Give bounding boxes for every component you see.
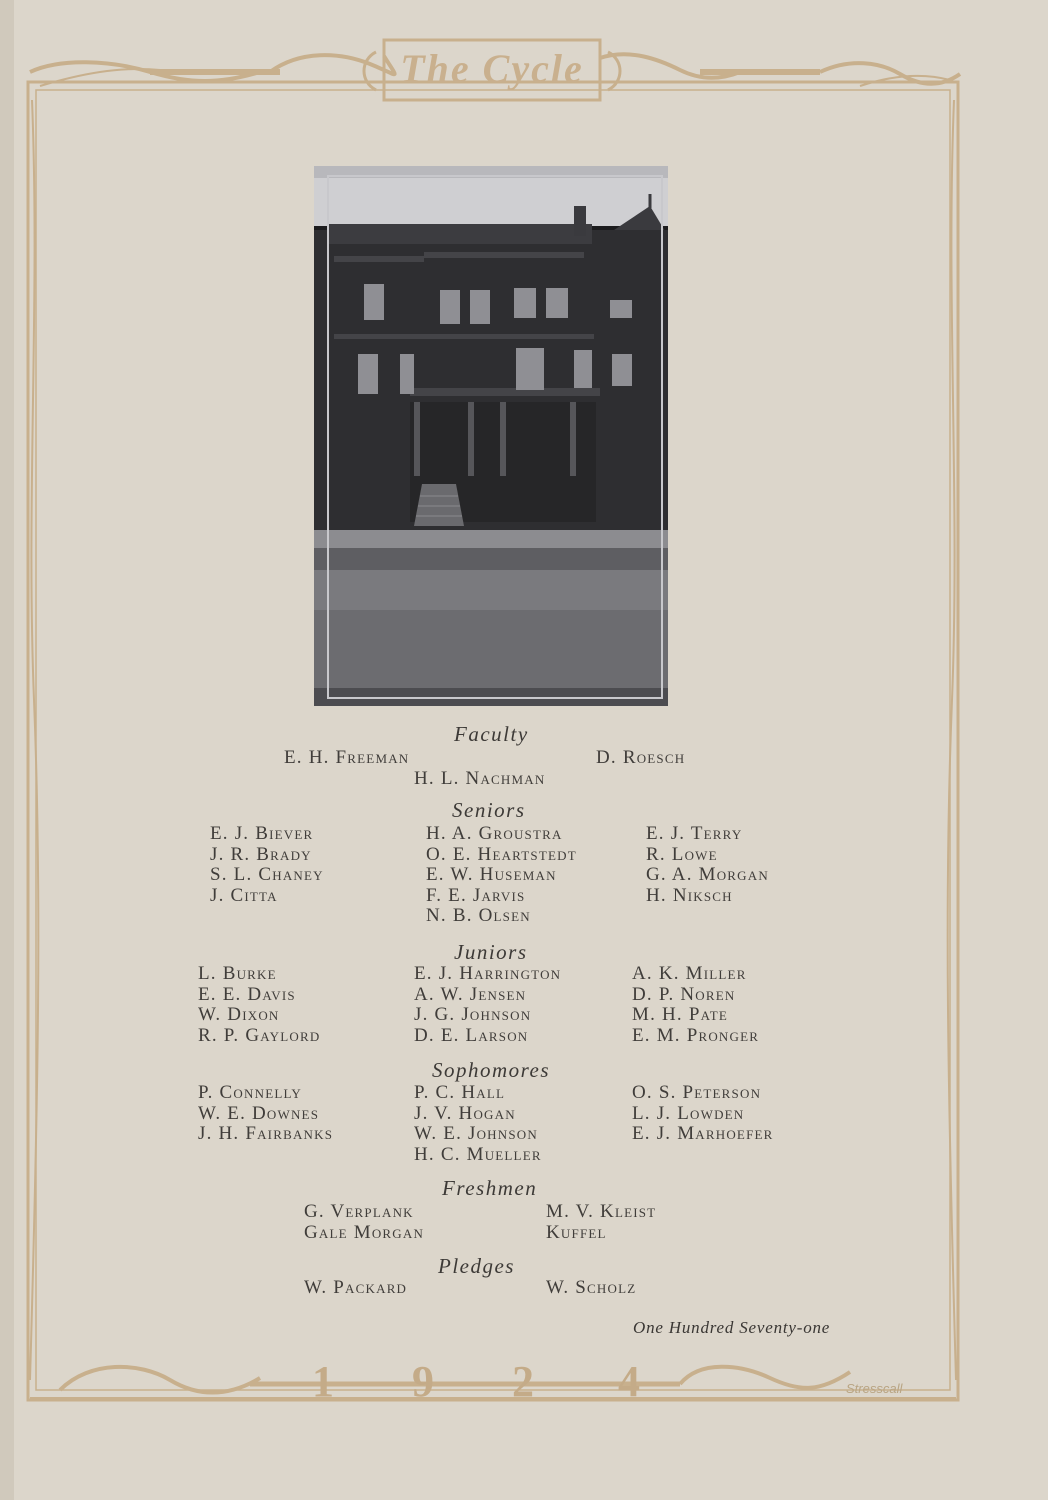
sophomores-heading: Sophomores <box>432 1058 551 1082</box>
member-name: H. Niksch <box>646 884 733 906</box>
year-digit: 9 <box>412 1357 434 1406</box>
member-name: J. R. Brady <box>210 843 312 865</box>
juniors-column-2 <box>414 964 561 1046</box>
year-digit: 2 <box>512 1357 534 1406</box>
engraver-mark: Stresscall <box>846 1381 903 1396</box>
member-name: E. M. Pronger <box>632 1024 760 1046</box>
member-name: P. C. Hall <box>414 1082 506 1103</box>
freshmen-column-1 <box>304 1202 424 1243</box>
member-name: D. P. Noren <box>632 983 736 1005</box>
faculty-name: E. H. Freeman <box>284 747 410 768</box>
member-name: L. J. Lowden <box>632 1102 745 1124</box>
member-name: P. Connelly <box>198 1082 302 1103</box>
member-name: W. E. Johnson <box>414 1123 538 1144</box>
freshmen-column-2 <box>546 1202 656 1243</box>
page-number: One Hundred Seventy-one <box>633 1318 831 1337</box>
pledges-heading: Pledges <box>438 1254 515 1278</box>
pledge-name: W. Scholz <box>546 1277 637 1298</box>
member-name: H. C. Mueller <box>414 1143 542 1165</box>
member-name: Kuffel <box>546 1221 607 1243</box>
seniors-column-1 <box>210 824 324 906</box>
member-name: J. G. Johnson <box>414 1004 532 1025</box>
member-name: E. J. Biever <box>210 823 314 844</box>
member-name: A. W. Jensen <box>414 983 527 1005</box>
masthead-title: The Cycle <box>400 46 584 91</box>
member-name: J. H. Fairbanks <box>198 1123 334 1144</box>
member-name: E. W. Huseman <box>426 864 557 885</box>
member-name: E. J. Harrington <box>414 963 562 984</box>
faculty-name: H. L. Nachman <box>414 768 546 789</box>
seniors-heading: Seniors <box>452 798 526 822</box>
member-name: H. A. Groustra <box>426 823 563 844</box>
member-name: E. E. Davis <box>198 983 296 1005</box>
member-name: A. K. Miller <box>632 963 747 984</box>
faculty-name: D. Roesch <box>596 747 686 768</box>
member-name: W. Dixon <box>198 1004 280 1025</box>
member-name: G. A. Morgan <box>646 864 769 885</box>
member-name: M. H. Pate <box>632 1004 729 1025</box>
member-name: Gale Morgan <box>304 1221 425 1243</box>
member-name: G. Verplank <box>304 1201 414 1222</box>
member-name: S. L. Chaney <box>210 864 324 885</box>
year-digit: 1 <box>312 1357 334 1406</box>
member-name: F. E. Jarvis <box>426 884 526 906</box>
member-name: O. E. Heartstedt <box>426 843 577 865</box>
sophomores-column-1 <box>198 1083 333 1145</box>
seniors-column-2 <box>426 824 577 927</box>
member-name: J. V. Hogan <box>414 1102 516 1124</box>
member-name: D. E. Larson <box>414 1024 529 1046</box>
house-photo <box>314 166 668 706</box>
year-digit: 4 <box>618 1357 640 1406</box>
pledge-name: W. Packard <box>304 1277 408 1298</box>
juniors-heading: Juniors <box>454 940 528 964</box>
member-name: R. P. Gaylord <box>198 1024 321 1046</box>
seniors-column-3 <box>646 824 769 906</box>
member-name: E. J. Marhoefer <box>632 1123 774 1144</box>
member-name: J. Citta <box>210 884 278 906</box>
juniors-column-3 <box>632 964 759 1046</box>
member-name: R. Lowe <box>646 843 718 865</box>
member-name: W. E. Downes <box>198 1102 320 1124</box>
member-name: E. J. Terry <box>646 823 743 844</box>
faculty-heading: Faculty <box>454 722 529 746</box>
member-name: L. Burke <box>198 963 277 984</box>
member-name: N. B. Olsen <box>426 905 531 926</box>
member-name: M. V. Kleist <box>546 1201 657 1222</box>
juniors-column-1 <box>198 964 320 1046</box>
freshmen-heading: Freshmen <box>442 1176 538 1200</box>
member-name: O. S. Peterson <box>632 1082 762 1103</box>
sophomores-column-3 <box>632 1083 774 1145</box>
sophomores-column-2 <box>414 1083 542 1165</box>
